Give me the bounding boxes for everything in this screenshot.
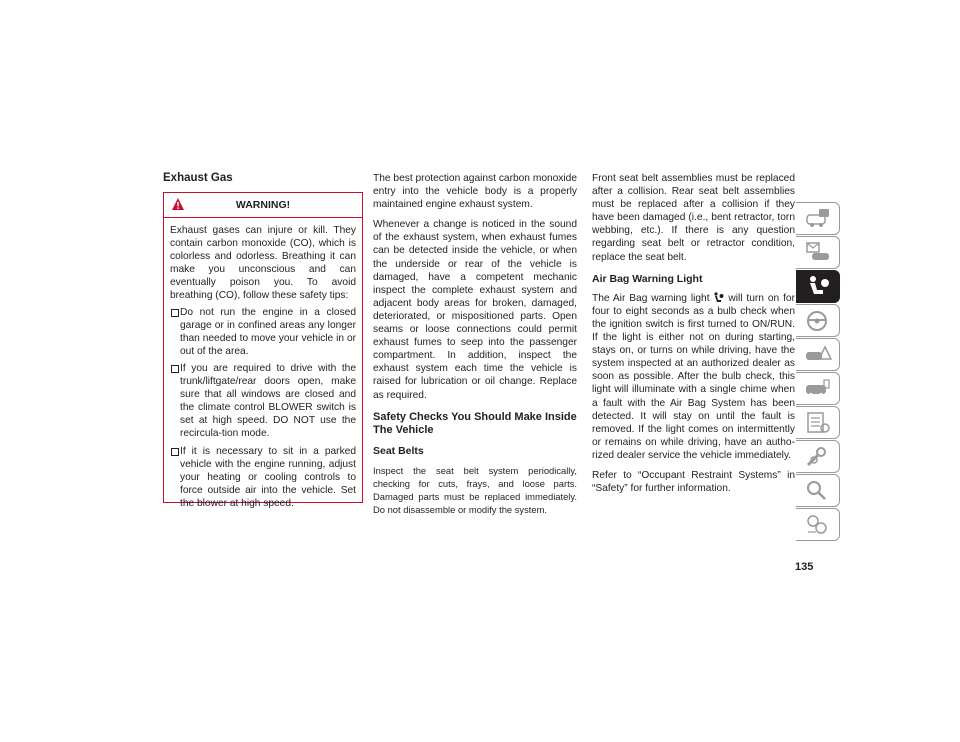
paragraph: Whenever a change is noticed in the sound of the exhaust system, when exhaust fumes can be detected inside the vehicle, or when the underside or rear of the vehicle is damaged, have a competent mechanic inspect the complete exhaust system and adjacent body areas for broken, damaged, deteriorated, or mispositioned parts. Open seams or loose connections could permit exhaust fumes to seep into the passenger compartment. In addition, inspect the exhaust system each time the vehicle is raised for lubrication or oil change. Replace as required. [373,219,577,401]
paragraph: The best protection against carbon monoxide entry into the vehicle body is a properly maintained engine exhaust system. [373,173,577,211]
car-dashboard-icon [804,207,832,231]
tab-car-warning[interactable] [796,338,840,371]
tab-language[interactable] [796,508,840,541]
checkbox-bullet-icon [171,309,179,317]
warning-bullet: Do not run the engine in a closed garage or in confined areas any longer than needed to move your vehicle in or out of the area. [170,306,356,358]
tab-airbag-person[interactable] [796,270,840,303]
section-heading-exhaust-gas: Exhaust Gas [163,172,233,184]
language-icon [804,513,832,537]
section-heading-safety-checks: Safety Checks You Should Make Inside The Vehicle [373,410,577,436]
warning-title: WARNING! [235,199,291,211]
column-2 [373,172,577,516]
paragraph: Refer to “Occupant Restraint Systems” in “Safety” for further information. [592,469,795,495]
paragraph: Front seat belt assemblies must be replaced after a collision. Rear seat belt assemblies must be replaced after a collision if they have been damaged (i.e., bent retractor, torn webbing, etc.). If there is any question regarding seat belt or retractor condition, replace the seat belt. [592,173,795,263]
car-warning-icon [804,343,832,367]
tab-car-dashboard[interactable] [796,202,840,235]
airbag-person-icon [804,275,832,299]
steering-wheel-icon [804,309,832,333]
warning-box [163,192,363,509]
tab-car-service[interactable] [796,372,840,405]
car-service-icon [804,377,832,401]
warning-body [164,218,362,510]
checkbox-bullet-icon [171,365,179,373]
warning-intro: Exhaust gases can injure or kill. They contain carbon monoxide (CO), which is colorless and odorless. Breathing it can make you unconscious and can eventually poison you. To avoid breathing (CO), follow these safety tips: [170,225,356,302]
subheading-air-bag-warning-light: Air Bag Warning Light [592,272,703,285]
checklist-icon [804,411,832,435]
warning-bullet: If it is necessary to sit in a parked vehicle with the engine running, adjust your heating or cooling controls to force outside air into the vehicle. Set the blower at high speed. [170,445,356,510]
column-3 [592,172,795,502]
car-envelope-icon [804,241,832,265]
warning-header [164,193,362,218]
tab-checklist[interactable] [796,406,840,439]
tab-magnifier[interactable] [796,474,840,507]
tab-steering-wheel[interactable] [796,304,840,337]
page-number: 135 [795,561,814,573]
wrench-gear-icon [804,445,832,469]
magnifier-icon [804,479,832,503]
airbag-warning-light-icon [713,292,724,304]
tab-wrench-gear[interactable] [796,440,840,473]
paragraph-air-bag: The Air Bag warning light will turn on for four to eight seconds as a bulb check when the ignition switch is first turned to ON/RUN. If the light is either not on during starting, stays on, or turns on while driving, have the system inspected at an authorized dealer as soon as possible. After the bulb check, this light will illuminate with a single chime when a fault with the Air Bag System has been detected. It will stay on until the fault is removed. If the light comes on intermittently or remains on while driving, have an autho-rized dealer service the vehicle immediately. [592,292,795,461]
paragraph: Inspect the seat belt system periodically, checking for cuts, frays, and loose parts. Damaged parts must be replaced immediately. Do not disassemble or modify the system. [373,464,577,515]
checkbox-bullet-icon [171,448,179,456]
tab-car-envelope[interactable] [796,236,840,269]
subheading-seat-belts: Seat Belts [373,444,424,457]
warning-bullet: If you are required to drive with the trunk/liftgate/rear doors open, make sure that all windows are closed and the climate control BLOWER switch is set at high speed. DO NOT use the recircula-tion mode. [170,362,356,441]
